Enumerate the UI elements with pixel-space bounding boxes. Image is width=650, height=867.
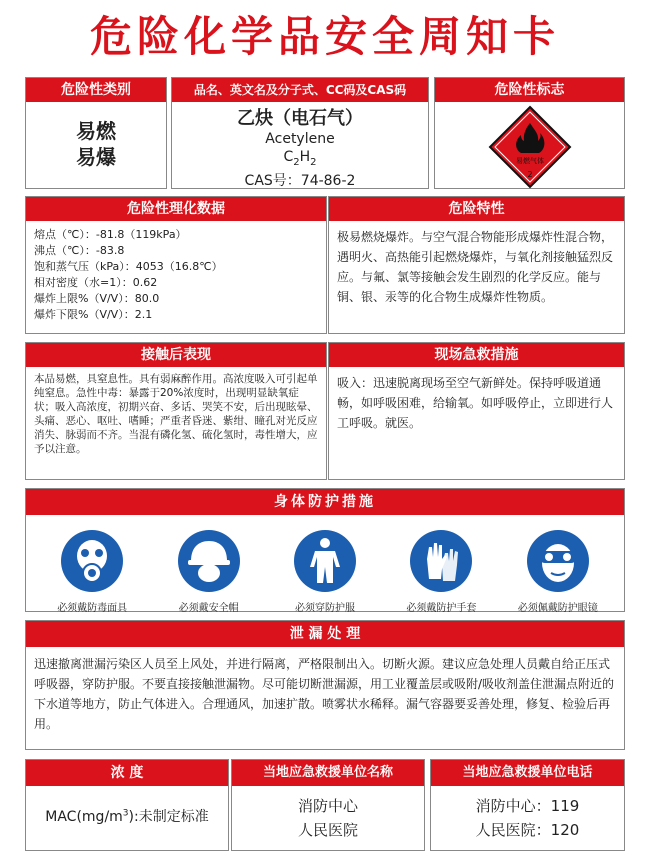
concentration-panel bbox=[25, 759, 229, 851]
ppe-item bbox=[154, 529, 264, 614]
concentration-value: $MAC(mg/m^3)$:未制定标准 bbox=[45, 808, 209, 825]
leak-header: 泄 漏 处 理 bbox=[26, 621, 624, 647]
rescue-unit-line: 人民医院 bbox=[297, 821, 358, 839]
first-aid-text: 吸入：迅速脱离现场至空气新鲜处。保持呼吸道通畅，如呼吸困难，给输氧。如呼吸停止，立即进行人工呼吸。就医。 bbox=[337, 376, 614, 430]
chemical-name: 乙炔（电石气） bbox=[237, 108, 363, 129]
exposure-text: 本品易燃，具窒息性。具有弱麻醉作用。高浓度吸入可引起单纯窒息。急性中毒：暴露于20%浓度时，出现明显缺氧症状；吸入高浓度，初期兴奋、多话、哭笑不安，后出现眩晕、头痛、恶心、呕吐、嗜睡；严重者昏迷、紫绀、瞳孔对光反应消失、脉弱而不齐。当混有磷化氢、硫化氢时，毒性增大，应予以注意。 bbox=[34, 373, 318, 455]
first-aid-header: 现场急救措施 bbox=[329, 343, 624, 367]
hazard-category-line: 易爆 bbox=[76, 145, 116, 169]
identity-panel bbox=[171, 77, 429, 189]
rescue-phone-line: 人民医院：120 bbox=[475, 821, 580, 839]
english-name: Acetylene bbox=[265, 131, 335, 147]
ppe-item bbox=[270, 529, 380, 614]
gas-mask-icon bbox=[60, 529, 124, 593]
rescue-unit-panel bbox=[231, 759, 425, 851]
ppe-panel bbox=[25, 488, 625, 612]
ppe-item bbox=[37, 529, 147, 614]
ppe-item bbox=[386, 529, 496, 614]
exposure-panel bbox=[25, 342, 327, 480]
first-aid-panel bbox=[328, 342, 625, 480]
molecular-formula: $C_2H_2$ bbox=[283, 149, 317, 168]
hazard-category-header: 危险性类别 bbox=[26, 78, 166, 102]
physchem-line: 爆炸上限%（V/V）：80.0 bbox=[34, 292, 160, 305]
hard-hat-icon bbox=[177, 529, 241, 593]
physchem-line: 相对密度（水=1）：0.62 bbox=[34, 276, 158, 289]
physchem-line: 饱和蒸气压（kPa）：4053（16.8℃） bbox=[34, 260, 223, 273]
hazard-properties-panel bbox=[328, 196, 625, 334]
hazard-sign-header: 危险性标志 bbox=[435, 78, 624, 102]
cas-number: CAS号：74-86-2 bbox=[244, 172, 356, 189]
ppe-label: 必须戴安全帽 bbox=[178, 603, 239, 614]
physchem-line: 爆炸下限%（V/V）：2.1 bbox=[34, 308, 153, 321]
hazard-properties-text: 极易燃烧爆炸。与空气混合物能形成爆炸性混合物，遇明火、高热能引起燃烧爆炸，与氧化剂接触猛烈反应。与氟、氯等接触会发生剧烈的化学反应。能与铜、银、汞等的化合物生成爆炸性物质。 bbox=[337, 230, 614, 304]
physchem-line: 熔点（℃）：-81.8（119kPa） bbox=[34, 228, 187, 241]
identity-header: 品名、英文名及分子式、CC码及CAS码 bbox=[172, 78, 428, 102]
card-title: 危险化学品安全周知卡 bbox=[89, 12, 560, 61]
concentration-header: 浓 度 bbox=[26, 760, 228, 786]
ppe-item bbox=[503, 529, 613, 614]
ppe-label: 必须佩戴防护眼镜 bbox=[517, 603, 598, 614]
protective-suit-icon bbox=[293, 529, 357, 593]
flammable-gas-diamond-icon bbox=[488, 105, 572, 189]
ppe-label: 必须穿防护服 bbox=[294, 603, 355, 614]
leak-panel bbox=[25, 620, 625, 750]
rescue-phone-header: 当地应急救援单位电话 bbox=[431, 760, 624, 786]
exposure-header: 接触后表现 bbox=[26, 343, 326, 367]
rescue-unit-header: 当地应急救援单位名称 bbox=[232, 760, 424, 786]
rescue-unit-line: 消防中心 bbox=[297, 797, 358, 815]
leak-text: 迅速撤离泄漏污染区人员至上风处，并进行隔离，严格限制出入。切断火源。建议应急处理人员戴自给正压式呼吸器，穿防护服。不要直接接触泄漏物。尽可能切断泄漏源，用工业覆盖层或吸附/吸收剂盖住泄漏点附近的下水道等地方，防止气体进入。合理通风，加速扩散。喷雾状水稀释。漏气容器要妥善处理，修复、检验后再用。 bbox=[34, 657, 615, 731]
physchem-line: 沸点（℃）：-83.8 bbox=[34, 244, 125, 257]
rescue-phone-line: 消防中心：119 bbox=[475, 797, 580, 815]
hazard-category-line: 易燃 bbox=[76, 119, 116, 143]
goggles-icon bbox=[526, 529, 590, 593]
rescue-phone-panel bbox=[430, 759, 625, 851]
hazard-sign-panel bbox=[434, 77, 625, 189]
physchem-panel bbox=[25, 196, 327, 334]
gloves-icon bbox=[409, 529, 473, 593]
ppe-header: 身体防护措施 bbox=[26, 489, 624, 515]
ppe-label: 必须戴防毒面具 bbox=[57, 603, 128, 614]
hazard-properties-header: 危险特性 bbox=[329, 197, 624, 221]
hazard-class-number: 2 bbox=[527, 170, 533, 179]
hazard-sign-text: 易燃气体 bbox=[516, 157, 544, 165]
ppe-label: 必须戴防护手套 bbox=[406, 603, 477, 614]
physchem-header: 危险性理化数据 bbox=[26, 197, 326, 221]
hazard-category-panel bbox=[25, 77, 167, 189]
